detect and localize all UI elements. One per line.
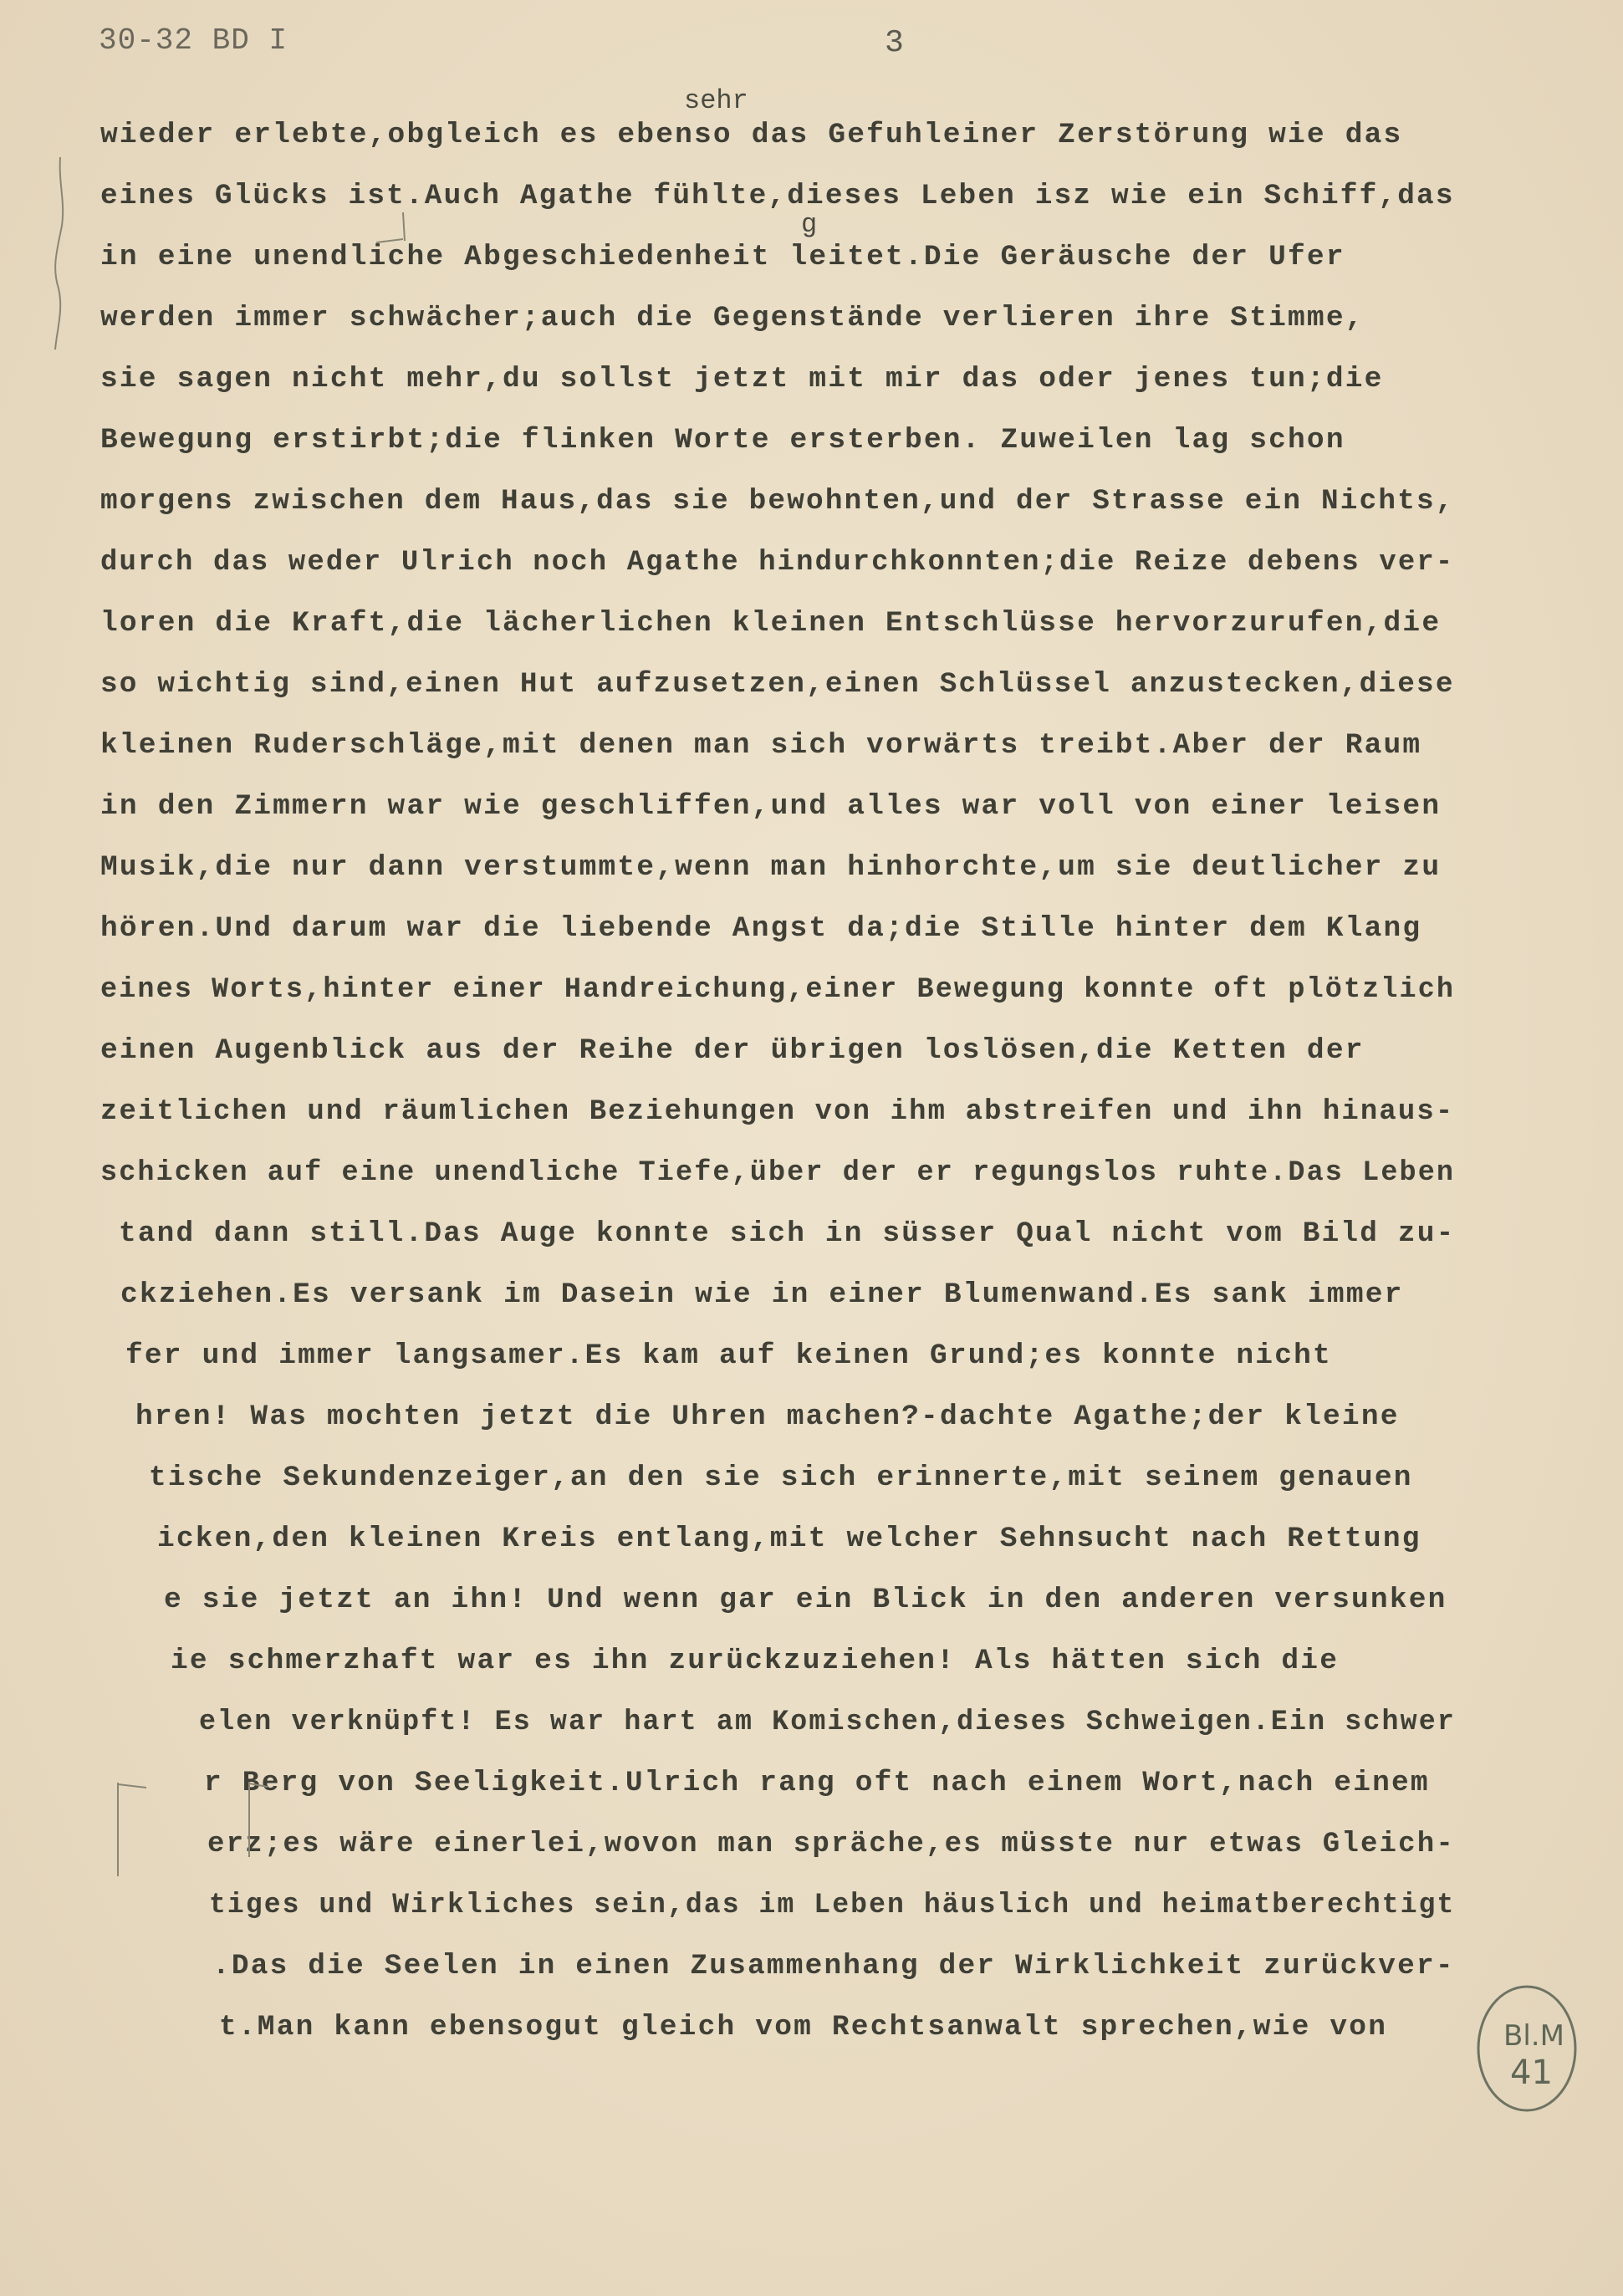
text-line: tische Sekundenzeiger,an den sie sich erinnerte,mit seinem genauen (149, 1462, 1413, 1494)
text-line: hören.Und darum war die liebende Angst da;die Stille hinter dem Klang (100, 912, 1422, 945)
stamp-line-1: Bl.M (1503, 2019, 1564, 2053)
text-line: hren! Was mochten jetzt die Uhren machen?-dachte Agathe;der kleine (135, 1401, 1400, 1433)
text-line: morgens zwischen dem Haus,das sie bewohnten,und der Strasse ein Nichts, (100, 485, 1455, 518)
text-line: in eine unendliche Abgeschiedenheit leitet.Die Geräusche der Ufer (100, 241, 1345, 273)
text-line: .Das die Seelen in einen Zusammenhang der Wirklichkeit zurückver- (212, 1950, 1455, 1982)
interlinear-insertion-g: g (801, 209, 818, 240)
text-line: zeitlichen und räumlichen Beziehungen von ihm abstreifen und ihn hinaus- (100, 1095, 1455, 1128)
pencil-correction-mark-lower (242, 1777, 326, 1860)
text-line: sie sagen nicht mehr,du sollst jetzt mit mir das oder jenes tun;die (100, 363, 1384, 395)
text-line: in den Zimmern war wie geschliffen,und alles war voll von einer leisen (100, 790, 1442, 823)
text-line: r Berg von Seeligkeit.Ulrich rang oft nach einem Wort,nach einem (204, 1767, 1430, 1799)
text-line: tand dann still.Das Auge konnte sich in süsser Qual nicht vom Bild zu- (119, 1217, 1456, 1250)
text-line: loren die Kraft,die lächerlichen kleinen Entschlüsse hervorzurufen,die (100, 607, 1442, 640)
text-line: eines Glücks ist.Auch Agathe fühlte,dieses Leben isz wie ein Schiff,das (100, 180, 1455, 212)
stamp-line-2: 41 (1510, 2054, 1553, 2092)
text-line: elen verknüpft! Es war hart am Komischen,dieses Schweigen.Ein schwer (199, 1706, 1456, 1738)
page-number: 3 (885, 25, 904, 61)
text-line: so wichtig sind,einen Hut aufzusetzen,einen Schlüssel anzustecken,diese (100, 668, 1455, 701)
text-line: icken,den kleinen Kreis entlang,mit welcher Sehnsucht nach Rettung (157, 1523, 1421, 1555)
text-line: tiges und Wirkliches sein,das im Leben häuslich und heimatberechtigt (209, 1889, 1456, 1921)
text-line: e sie jetzt an ihn! Und wenn gar ein Blick in den anderen versunken (164, 1584, 1447, 1616)
text-line: durch das weder Ulrich noch Agathe hindurchkonnten;die Reize debens ver- (100, 546, 1455, 579)
text-line: Bewegung erstirbt;die flinken Worte ersterben. Zuweilen lag schon (100, 424, 1345, 457)
text-line: ie schmerzhaft war es ihn zurückzuziehen! Als hätten sich die (171, 1645, 1340, 1677)
text-line: eines Worts,hinter einer Handreichung,einer Bewegung konnte oft plötzlich (100, 973, 1456, 1006)
text-line: wieder erlebte,obgleich es ebenso das Gefuhleiner Zerstörung wie das (100, 119, 1403, 151)
text-line: t.Man kann ebensogut gleich vom Rechtsanwalt sprechen,wie von (219, 2011, 1388, 2043)
text-line: einen Augenblick aus der Reihe der übrigen loslösen,die Ketten der (100, 1034, 1365, 1067)
pencil-margin-mark (113, 1779, 155, 1880)
archive-reference: 30-32 BD I (99, 23, 288, 58)
pencil-correction-mark (368, 209, 418, 251)
text-line: ckziehen.Es versank im Dasein wie in einer Blumenwand.Es sank immer (120, 1278, 1404, 1311)
interlinear-insertion-sehr: sehr (684, 85, 748, 116)
text-line: werden immer schwächer;auch die Gegenstände verlieren ihre Stimme, (100, 302, 1365, 334)
text-line: Musik,die nur dann verstummte,wenn man hinhorchte,um sie deutlicher zu (100, 851, 1442, 884)
text-line: kleinen Ruderschläge,mit denen man sich vorwärts treibt.Aber der Raum (100, 729, 1422, 762)
pencil-margin-bracket (42, 151, 75, 351)
text-line: erz;es wäre einerlei,wovon man spräche,es müsste nur etwas Gleich- (207, 1828, 1455, 1860)
text-line: fer und immer langsamer.Es kam auf keinen Grund;es konnte nicht (125, 1339, 1332, 1372)
text-line: schicken auf eine unendliche Tiefe,über der er regungslos ruhte.Das Leben (100, 1156, 1456, 1189)
archive-folio-stamp (1473, 1982, 1582, 2115)
